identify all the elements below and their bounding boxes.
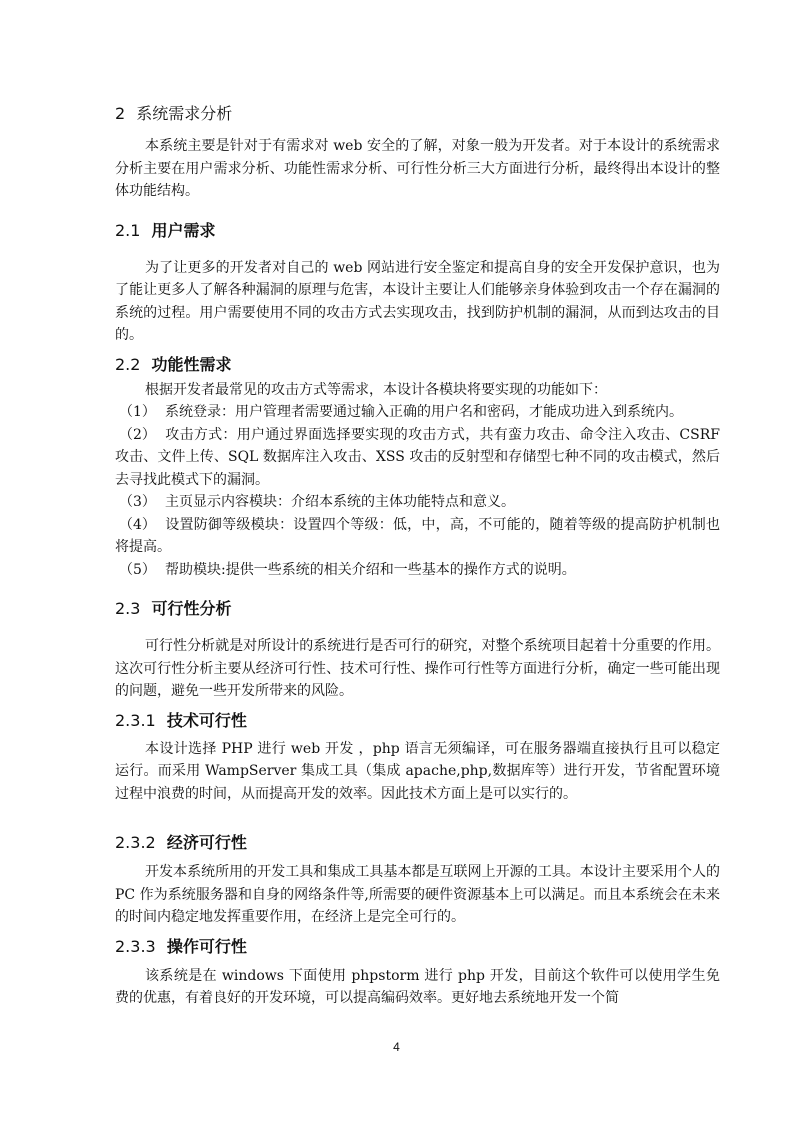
list-item — [115, 401, 720, 424]
section-2-3-2-paragraph: 开发本系统所用的开发工具和集成工具基本都是互联网上开源的工具。本设计主要采用个人的 PC 作为系统服务器和自身的网络条件等,所需要的硬件资源基本上可以满足。而且本系统会在未来的时间内稳定地发挥重要作用，在经济上是完全可行的。 — [115, 864, 720, 925]
section-number: 2 — [115, 104, 126, 123]
page-content — [115, 98, 720, 1010]
list-item — [115, 424, 720, 492]
section-number: 2.3.3 — [115, 936, 156, 956]
list-item — [115, 514, 720, 559]
list-item-text: 设置防御等级模块：设置四个等级：低，中，高，不可能的，随着等级的提高防护机制也将提高。 — [115, 516, 720, 555]
list-item-text: 系统登录：用户管理者需要通过输入正确的用户名和密码，才能成功进入到系统内。 — [165, 404, 683, 420]
list-item-marker: （2） — [119, 426, 156, 443]
list-item-marker: （5） — [119, 561, 156, 578]
section-2-1-paragraph: 为了让更多的开发者对自己的 web 网站进行安全鉴定和提高自身的安全开发保护意识，也为了能让更多人了解各种漏洞的原理与危害，本设计主要让人们能够亲身体验到攻击一个存在漏洞的系统的过程。用户需要使用不同的攻击方式去实现攻击，找到防护机制的漏洞，从而到达攻击的目的。 — [115, 259, 720, 343]
section-2-3-heading — [115, 597, 720, 621]
list-item-marker: （1） — [119, 404, 156, 420]
list-item-text: 帮助模块:提供一些系统的相关介绍和一些基本的操作方式的说明。 — [165, 561, 576, 578]
section-2-3-1-paragraph: 本设计选择 PHP 进行 web 开发 ，php 语言无须编译，可在服务器端直接执行且可以稳定运行。而采用 WampServer 集成工具（集成 apache,php,数据库等）进行开发，节省配置环境过程中浪费的时间，从而提高开发的效率。因此技术方面上是可以实行的。 — [115, 740, 720, 802]
section-title: 可行性分析 — [151, 599, 232, 618]
section-number: 2.3.1 — [115, 710, 156, 730]
section-2-heading — [115, 102, 720, 126]
section-number: 2.2 — [115, 354, 141, 374]
section-2-2-heading — [115, 353, 720, 377]
section-number: 2.3.2 — [115, 833, 156, 852]
section-2-3-1-heading — [115, 709, 720, 733]
section-title: 操作可行性 — [166, 936, 247, 956]
section-2-3-3-paragraph: 该系统是在 windows 下面使用 phpstorm 进行 php 开发，目前这个软件可以使用学生免费的优惠，有着良好的开发环境，可以提高编码效率。更好地去系统地开发一个简 — [115, 967, 720, 1006]
list-item-marker: （4） — [119, 516, 156, 533]
section-number: 2.3 — [115, 599, 141, 618]
section-title: 用户需求 — [151, 220, 216, 240]
section-number: 2.1 — [115, 220, 141, 240]
page-number: 4 — [393, 1040, 400, 1054]
list-item-marker: （3） — [119, 494, 156, 510]
section-2-paragraph: 本系统主要是针对于有需求对 web 安全的了解，对象一般为开发者。对于本设计的系统需求分析主要在用户需求分析、功能性需求分析、可行性分析三大方面进行分析，最终得出本设计的整体功能结构。 — [115, 138, 720, 199]
list-item — [115, 559, 720, 582]
section-title: 技术可行性 — [166, 710, 247, 730]
section-title: 系统需求分析 — [136, 104, 233, 123]
section-title: 功能性需求 — [151, 354, 232, 374]
section-2-1-heading — [115, 219, 720, 243]
list-item-text: 攻击方式：用户通过界面选择要实现的攻击方式，共有蛮力攻击、命令注入攻击、CSRF 攻击、文件上传、SQL 数据库注入攻击、XSS 攻击的反射型和存储型七种不同的攻击模式，然后去寻找此模式下的漏洞。 — [115, 426, 720, 488]
list-item-text: 主页显示内容模块：介绍本系统的主体功能特点和意义。 — [165, 494, 515, 510]
section-2-3-2-heading — [115, 831, 720, 855]
section-2-3-3-heading — [115, 935, 720, 959]
section-2-3-paragraph: 可行性分析就是对所设计的系统进行是否可行的研究，对整个系统项目起着十分重要的作用。这次可行性分析主要从经济可行性、技术可行性、操作可行性等方面进行分析，确定一些可能出现的问题，避免一些开发所带来的风险。 — [115, 638, 720, 699]
section-2-2-intro: 根据开发者最常见的攻击方式等需求，本设计各模块将要实现的功能如下： — [145, 381, 607, 398]
list-item — [115, 491, 720, 514]
section-title: 经济可行性 — [166, 833, 247, 852]
